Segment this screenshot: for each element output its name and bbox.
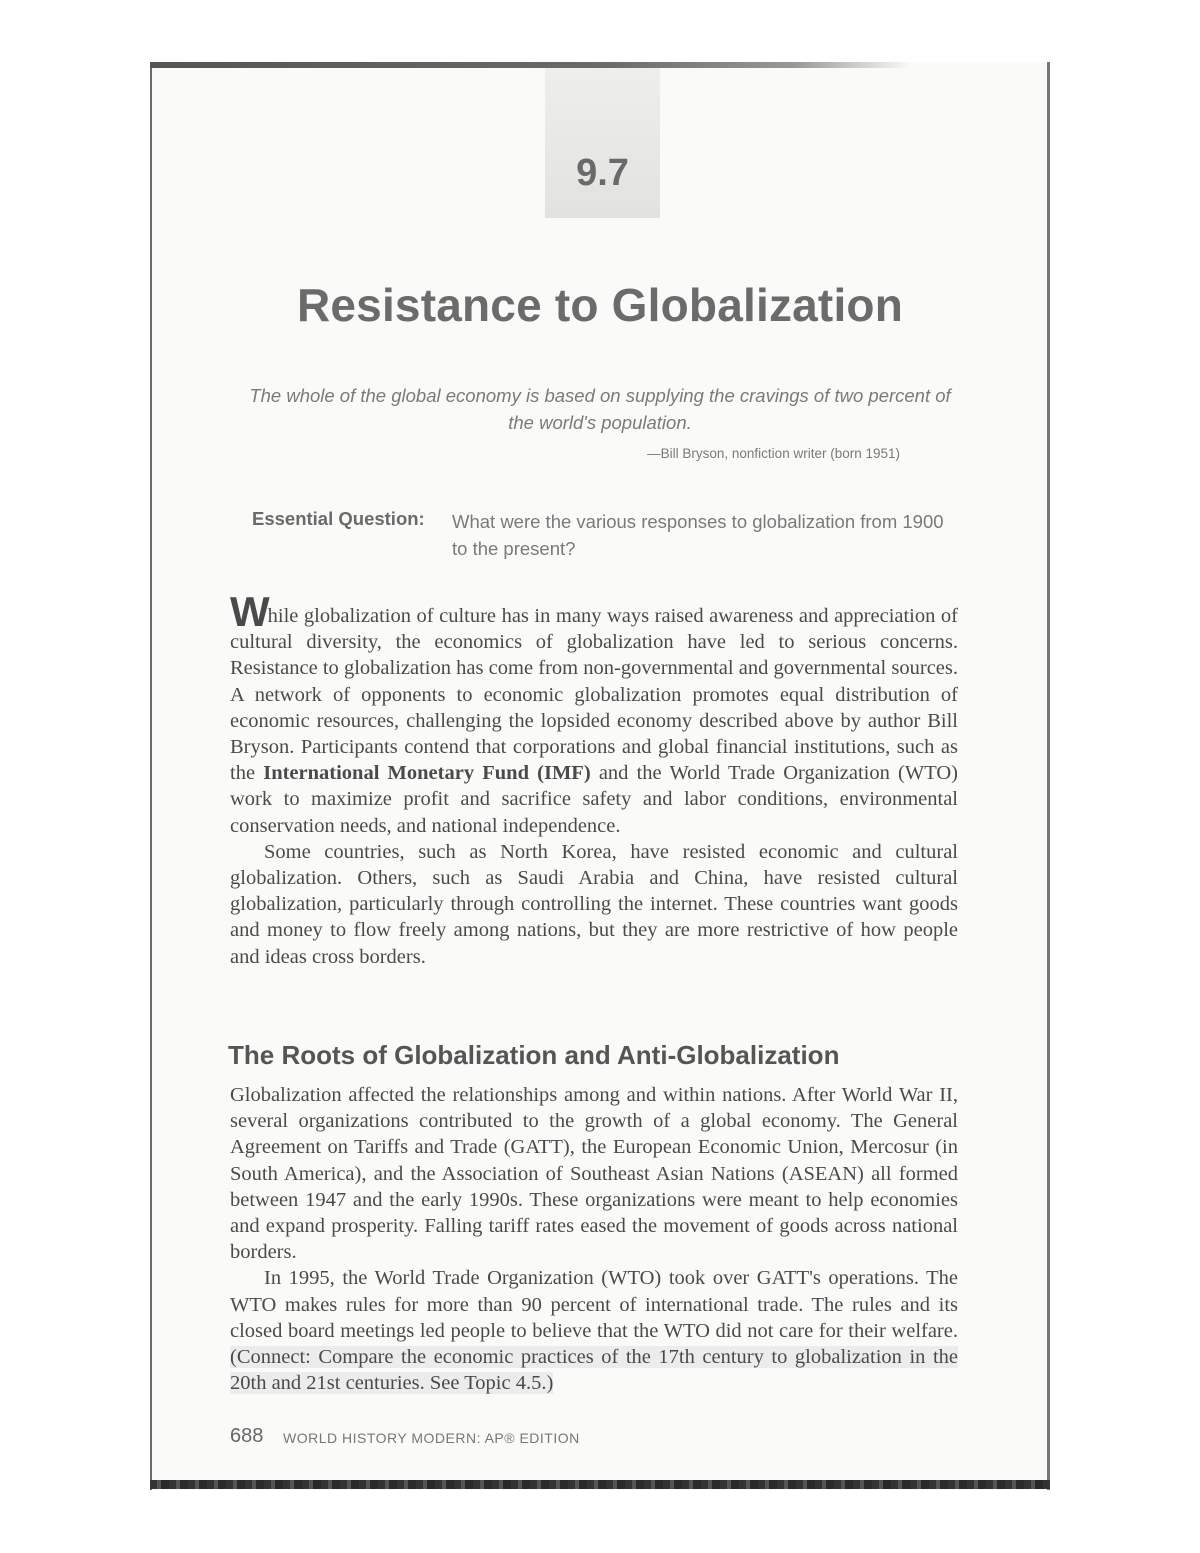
roots-paragraph-1: Globalization affected the relationships among and within nations. After World War II, several organizations contributed to the growth of a global economy. The General Agreement on Tariffs and Trade (GATT), the European Economic Union, Mercosur (in South America), and the Association of Southeast Asian Nations (ASEAN) all formed between 1947 and the early 1990s. These organizations were meant to help economies and expand prosperity. Falling tariff rates eased the movement of goods across national borders. [230, 1084, 958, 1264]
section-number: 9.7 [576, 152, 629, 194]
intro-p1-end: and the World Trade Organization (WTO) work to maximize profit and sacrifice safety and labor conditions, environmental conservation needs, and national independence. [230, 762, 958, 837]
intro-section [230, 588, 958, 970]
intro-paragraph-1 [230, 588, 958, 839]
intro-p1-start: hile globalization of culture has in many ways raised awareness and appreciation of cultural diversity, the economics of globalization have led to serious concerns. Resistance to globalization has come from non-governmental and governmental sources. A network of opponents to economic globalization promotes equal distribution of economic resources, challenging the lopsided economy described above by author Bill Bryson. Participants contend that corporations and global financial institutions, such as the [230, 605, 958, 785]
section-tab [545, 68, 660, 218]
roots-section [230, 1082, 958, 1396]
epigraph-attribution: —Bill Bryson, nonfiction writer (born 1951) [647, 446, 900, 461]
page-number: 688 [230, 1425, 264, 1447]
intro-paragraph-2: Some countries, such as North Korea, have resisted economic and cultural globalization. Others, such as Saudi Arabia and China, have resisted cultural globalization, particularly through controlling the internet. These countries want goods and money to flow freely among nations, but they are more restrictive of how people and ideas cross borders. [230, 840, 958, 968]
bottom-scan-edge [150, 1480, 1050, 1489]
epigraph-quote: The whole of the global economy is based on supplying the cravings of two percent of the world's population. [249, 385, 951, 433]
roots-paragraph-2 [230, 1265, 958, 1396]
section-heading: The Roots of Globalization and Anti-Globalization [228, 1040, 840, 1070]
top-scan-edge [150, 62, 910, 68]
roots-p2-text: In 1995, the World Trade Organization (WTO) took over GATT's operations. The WTO makes rules for more than 90 percent of international trade. The rules and its closed board meetings led people to believe that the WTO did not care for their welfare. [230, 1267, 958, 1342]
key-term-imf: International Monetary Fund (IMF) [263, 762, 591, 785]
page-title: Resistance to Globalization [296, 279, 904, 331]
connect-note: (Connect: Compare the economic practices of the 17th century to globalization in the 20th and 21st centuries. See Topic 4.5.) [230, 1346, 958, 1395]
essential-question-label: Essential Question: [252, 508, 425, 529]
essential-question-text: What were the various responses to globalization from 1900 to the present? [452, 511, 944, 559]
drop-cap: W [230, 588, 268, 635]
running-footer: WORLD HISTORY MODERN: AP® EDITION [283, 1430, 580, 1446]
